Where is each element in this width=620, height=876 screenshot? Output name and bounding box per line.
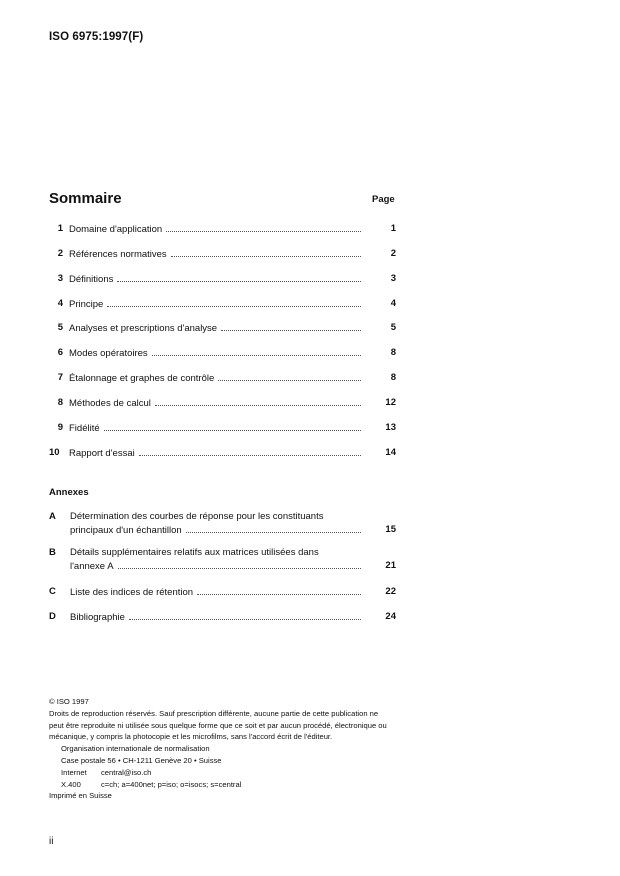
dot-leader <box>117 273 361 282</box>
toc-entry-page: 14 <box>385 447 396 458</box>
toc-entry-number: 8 <box>57 397 63 408</box>
annex-title: Liste des indices de rétention <box>70 587 194 598</box>
toc-entry-page: 2 <box>390 248 396 259</box>
dot-leader <box>107 298 361 307</box>
toc-entry-title: Définitions <box>69 274 114 285</box>
toc-entry-number: 5 <box>57 322 63 333</box>
toc-entry-title: Principe <box>69 299 104 310</box>
toc-entry-number: 10 <box>49 447 60 458</box>
postal-address: Case postale 56 • CH-1211 Genève 20 • Suisse <box>61 755 222 765</box>
copyright-notice: © ISO 1997 <box>49 697 89 706</box>
rights-statement: Droits de reproduction réservés. Sauf prescription différente, aucune partie de cette publication ne peut être reproduite ni utilisée sous quelque forme que ce soit et par aucun procédé, électronique ou mécanique, y compris la photocopie et les microfilms, sans l'accord écrit de l'éditeur. <box>49 708 387 742</box>
dot-leader <box>186 524 361 533</box>
x400-address: c=ch; a=400net; p=iso; o=isocs; s=central <box>101 779 242 789</box>
annex-letter: D <box>49 611 56 622</box>
toc-entry-number: 7 <box>57 372 63 383</box>
toc-entry-page: 8 <box>390 372 396 383</box>
dot-leader <box>171 248 361 257</box>
copyright-block <box>49 696 394 802</box>
toc-entry-title: Références normatives <box>69 249 167 260</box>
x400-label: X.400 <box>61 779 81 789</box>
toc-entry-title: Étalonnage et graphes de contrôle <box>69 373 215 384</box>
toc-entry-number: 6 <box>57 347 63 358</box>
dot-leader <box>221 322 361 331</box>
organisation-name: Organisation internationale de normalisation <box>61 744 210 754</box>
dot-leader <box>155 397 361 406</box>
toc-entry-title: Domaine d'application <box>69 224 163 235</box>
toc-entry-page: 13 <box>385 422 396 433</box>
annexes-heading: Annexes <box>49 487 89 498</box>
annex-page: 21 <box>385 560 396 571</box>
dot-leader <box>166 223 361 232</box>
page-column-label: Page <box>372 194 395 205</box>
annex-entry[interactable] <box>49 611 396 625</box>
annex-title: Bibliographie <box>70 612 125 623</box>
dot-leader <box>104 422 361 431</box>
annex-page: 22 <box>385 586 396 597</box>
toc-entry-title: Fidélité <box>69 423 100 434</box>
toc-entry-title: Analyses et prescriptions d'analyse <box>69 323 218 334</box>
toc-entry-title: Rapport d'essai <box>69 448 135 459</box>
toc-entry-page: 4 <box>390 298 396 309</box>
toc-entry-page: 1 <box>390 223 396 234</box>
annex-title-line2: principaux d'un échantillon <box>70 525 182 536</box>
toc-entry-number: 2 <box>57 248 63 259</box>
annex-entry[interactable] <box>49 547 396 577</box>
dot-leader <box>197 586 361 595</box>
internet-label: Internet <box>61 767 87 777</box>
toc-entry-title: Modes opératoires <box>69 348 148 359</box>
annex-page: 15 <box>385 524 396 535</box>
toc-entry-page: 12 <box>385 397 396 408</box>
toc-entry-page: 8 <box>390 347 396 358</box>
dot-leader <box>118 560 361 569</box>
annex-letter: C <box>49 586 56 597</box>
toc-entry-title: Méthodes de calcul <box>69 398 151 409</box>
annex-page: 24 <box>385 611 396 622</box>
toc-entry-page: 5 <box>390 322 396 333</box>
annex-entry[interactable] <box>49 511 396 541</box>
annex-title-line2: l'annexe A <box>70 561 114 572</box>
toc-entry-number: 3 <box>57 273 63 284</box>
dot-leader <box>129 611 361 620</box>
page-number: ii <box>49 836 54 847</box>
dot-leader <box>218 372 361 381</box>
toc-entry-number: 9 <box>57 422 63 433</box>
document-identifier: ISO 6975:1997(F) <box>49 31 144 43</box>
annex-title-line1: Détermination des courbes de réponse pour les constituants <box>70 511 324 522</box>
toc-entry-number: 4 <box>57 298 63 309</box>
internet-address[interactable]: central@iso.ch <box>101 767 152 777</box>
page-title: Sommaire <box>49 190 122 207</box>
annex-letter: B <box>49 547 56 558</box>
annex-entry[interactable] <box>49 586 396 600</box>
dot-leader <box>152 347 361 356</box>
annex-title-line1: Détails supplémentaires relatifs aux matrices utilisées dans <box>70 547 319 558</box>
printed-in: Imprimé en Suisse <box>49 791 112 801</box>
annex-letter: A <box>49 511 56 522</box>
publisher-address <box>61 743 394 790</box>
dot-leader <box>139 447 361 456</box>
toc-entry-page: 3 <box>390 273 396 284</box>
toc-entry-number: 1 <box>57 223 63 234</box>
